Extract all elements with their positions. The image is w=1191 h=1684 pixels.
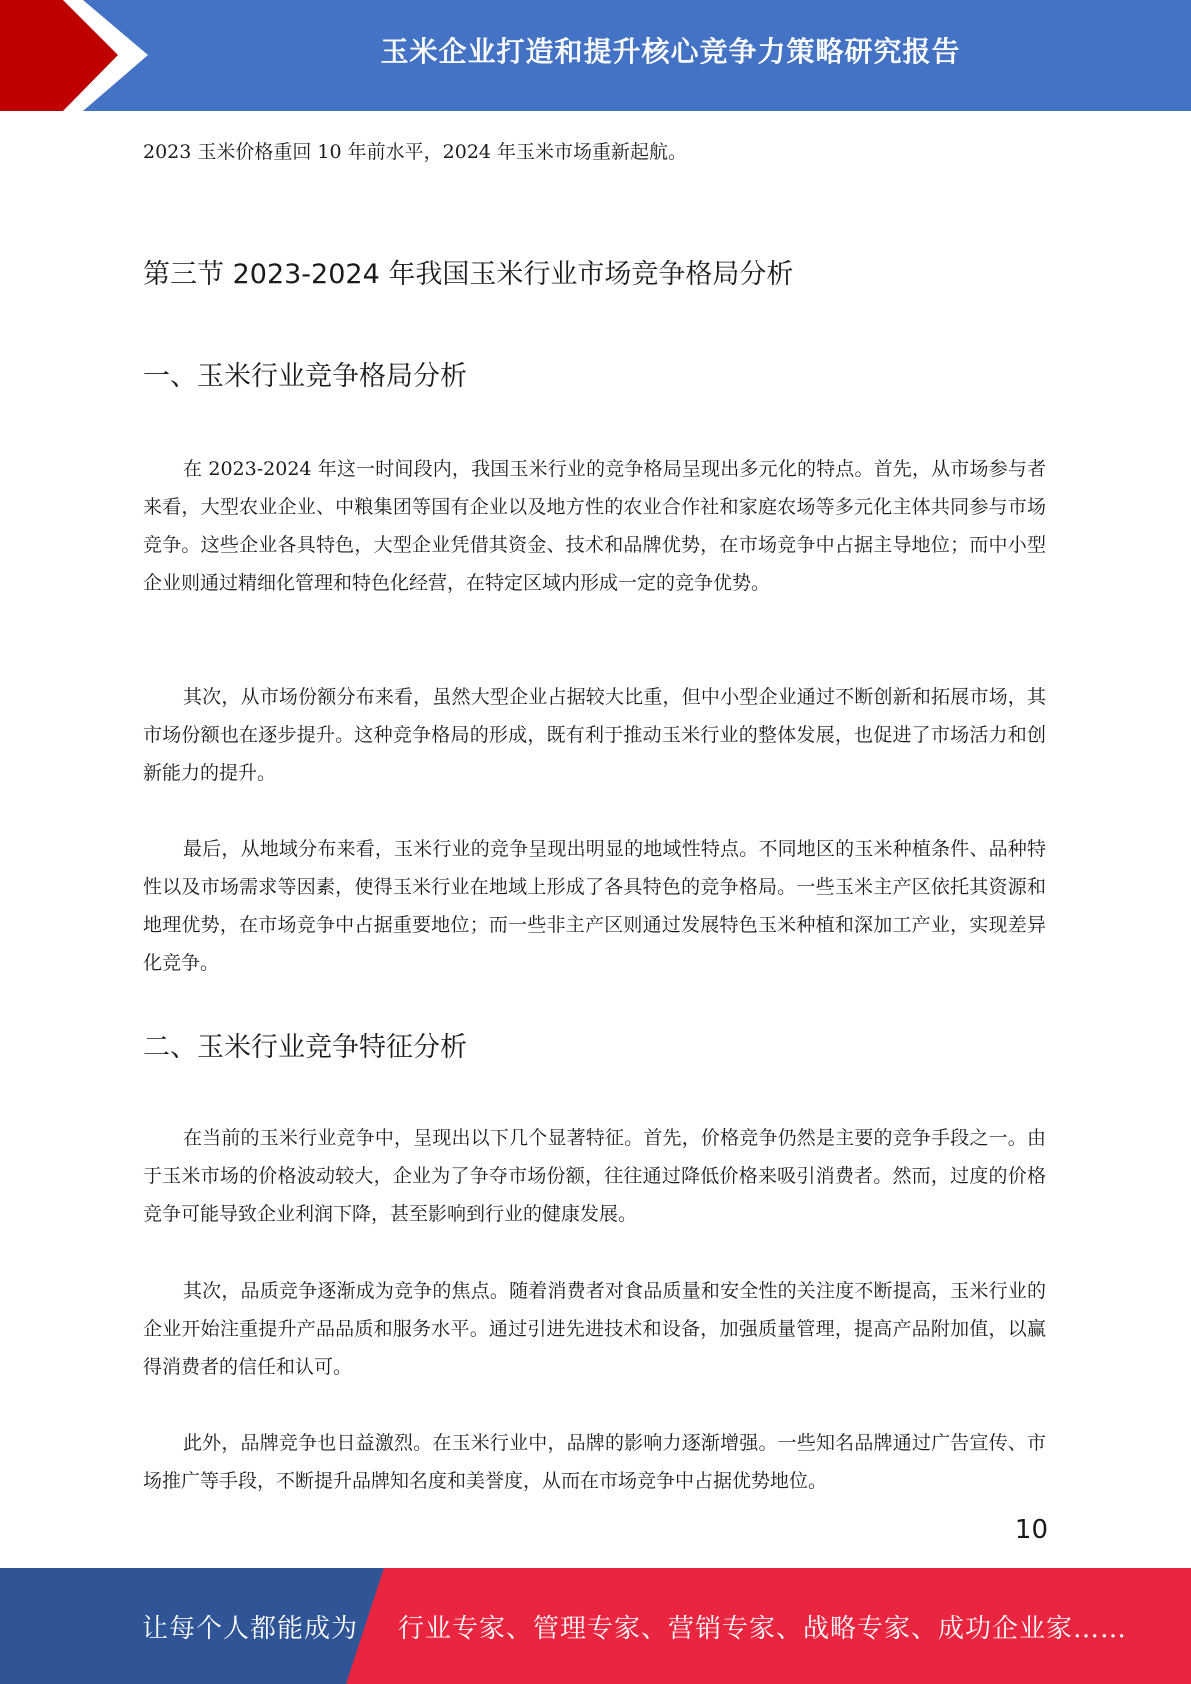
footer-slogan-right: 行业专家、管理专家、营销专家、战略专家、成功企业家…… (398, 1613, 1128, 1644)
paragraph: 在当前的玉米行业竞争中，呈现出以下几个显著特征。首先，价格竞争仍然是主要的竞争手段之一。由于玉米市场的价格波动较大，企业为了争夺市场份额，往往通过降低价格来吸引消费者。然而，过度的价格竞争可能导致企业利润下降，甚至影响到行业的健康发展。 (143, 1127, 1046, 1225)
subsection-heading: 一、玉米行业竞争格局分析 (143, 361, 467, 392)
paragraph: 最后，从地域分布来看，玉米行业的竞争呈现出明显的地域性特点。不同地区的玉米种植条件、品种特性以及市场需求等因素，使得玉米行业在地域上形成了各具特色的竞争格局。一些玉米主产区依托其资源和地理优势，在市场竞争中占据重要地位；而一些非主产区则通过发展特色玉米种植和深加工产业，实现差异化竞争。 (143, 838, 1046, 974)
page-header (0, 0, 1191, 111)
paragraph: 其次，品质竞争逐渐成为竞争的焦点。随着消费者对食品质量和安全性的关注度不断提高，玉米行业的企业开始注重提升产品品质和服务水平。通过引进先进技术和设备，加强质量管理，提高产品附加值，以赢得消费者的信任和认可。 (143, 1280, 1046, 1378)
header-arrow-decoration (0, 0, 160, 111)
section-title: 第三节 2023-2024 年我国玉米行业市场竞争格局分析 (143, 259, 794, 290)
paragraph: 其次，从市场份额分布来看，虽然大型企业占据较大比重，但中小型企业通过不断创新和拓展市场，其市场份额也在逐步提升。这种竞争格局的形成，既有利于推动玉米行业的整体发展，也促进了市场活力和创新能力的提升。 (143, 686, 1046, 784)
footer-slogan-left: 让每个人都能成为 (142, 1613, 359, 1644)
page-footer (0, 1568, 1191, 1684)
paragraph: 此外，品牌竞争也日益激烈。在玉米行业中，品牌的影响力逐渐增强。一些知名品牌通过广告宣传、市场推广等手段，不断提升品牌知名度和美誉度，从而在市场竞争中占据优势地位。 (143, 1432, 1046, 1492)
header-title: 玉米企业打造和提升核心竞争力策略研究报告 (380, 35, 961, 68)
page-number: 10 (1014, 1515, 1048, 1545)
intro-line: 2023 玉米价格重回 10 年前水平，2024 年玉米市场重新起航。 (143, 141, 688, 163)
subsection-heading: 二、玉米行业竞争特征分析 (143, 1032, 467, 1063)
paragraph: 在 2023-2024 年这一时间段内，我国玉米行业的竞争格局呈现出多元化的特点。首先，从市场参与者来看，大型农业企业、中粮集团等国有企业以及地方性的农业合作社和家庭农场等多元化主体共同参与市场竞争。这些企业各具特色，大型企业凭借其资金、技术和品牌优势，在市场竞争中占据主导地位；而中小型企业则通过精细化管理和特色化经营，在特定区域内形成一定的竞争优势。 (143, 458, 1046, 594)
